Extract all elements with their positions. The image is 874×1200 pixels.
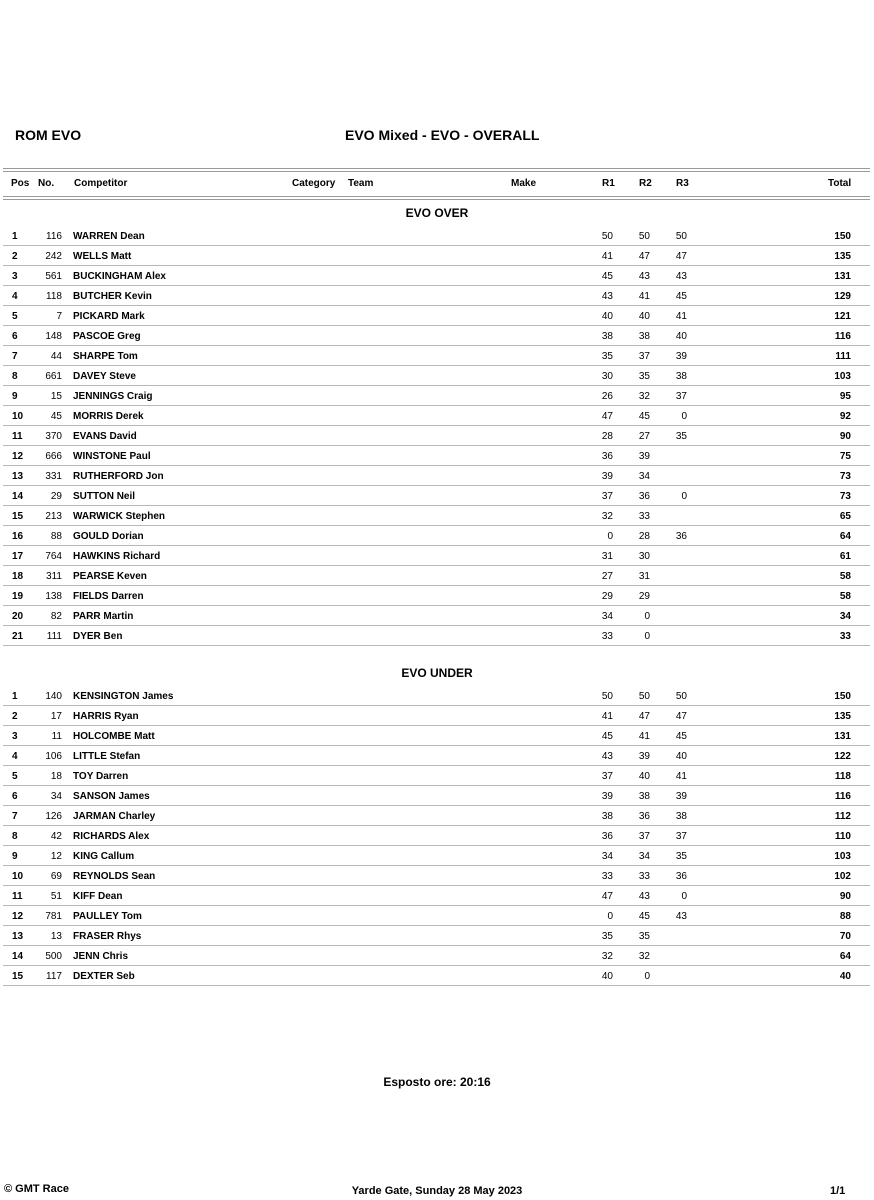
race-2-points: 36 bbox=[638, 811, 650, 822]
competitor-name: RICHARDS Alex bbox=[73, 831, 150, 842]
race-1-points: 47 bbox=[601, 891, 613, 902]
position: 7 bbox=[12, 351, 18, 362]
position: 8 bbox=[12, 371, 18, 382]
race-3-points: 36 bbox=[675, 871, 687, 882]
race-1-points: 35 bbox=[601, 931, 613, 942]
exposed-time: Esposto ore: 20:16 bbox=[383, 1075, 491, 1089]
total-points: 131 bbox=[834, 271, 851, 282]
competitor-name: PEARSE Keven bbox=[73, 571, 147, 582]
car-number: 111 bbox=[46, 631, 62, 642]
position: 2 bbox=[12, 251, 18, 262]
total-points: 73 bbox=[839, 491, 851, 502]
table-row bbox=[3, 425, 870, 446]
race-1-points: 41 bbox=[601, 711, 613, 722]
competitor-name: WARWICK Stephen bbox=[73, 511, 166, 522]
total-points: 90 bbox=[839, 891, 851, 902]
total-points: 40 bbox=[839, 971, 851, 982]
race-3-points: 47 bbox=[675, 711, 687, 722]
competitor-name: PAULLEY Tom bbox=[73, 911, 142, 922]
car-number: 18 bbox=[50, 771, 62, 782]
total-points: 92 bbox=[839, 411, 851, 422]
position: 6 bbox=[12, 331, 18, 342]
position: 13 bbox=[12, 471, 24, 482]
table-row bbox=[3, 245, 870, 266]
race-3-points: 45 bbox=[675, 731, 687, 742]
car-number: 311 bbox=[46, 571, 62, 582]
race-2-points: 33 bbox=[638, 871, 650, 882]
table-row bbox=[3, 925, 870, 946]
race-3-points: 0 bbox=[681, 411, 687, 422]
car-number: 82 bbox=[50, 611, 62, 622]
total-points: 131 bbox=[834, 731, 851, 742]
race-2-points: 36 bbox=[638, 491, 650, 502]
competitor-name: PICKARD Mark bbox=[73, 311, 145, 322]
position: 18 bbox=[12, 571, 24, 582]
race-3-points: 35 bbox=[675, 431, 687, 442]
total-points: 73 bbox=[839, 471, 851, 482]
position: 7 bbox=[12, 811, 18, 822]
table-row bbox=[3, 405, 870, 426]
total-points: 103 bbox=[834, 851, 851, 862]
position: 12 bbox=[12, 451, 24, 462]
race-2-points: 41 bbox=[638, 291, 650, 302]
total-points: 58 bbox=[839, 591, 851, 602]
section-title: EVO OVER bbox=[405, 206, 469, 220]
race-2-points: 37 bbox=[638, 351, 650, 362]
table-row bbox=[3, 945, 870, 966]
car-number: 11 bbox=[51, 731, 62, 742]
position: 8 bbox=[12, 831, 18, 842]
race-2-points: 28 bbox=[638, 531, 650, 542]
car-number: 42 bbox=[50, 831, 62, 842]
table-row bbox=[3, 525, 870, 546]
table-row bbox=[3, 285, 870, 306]
race-3-points: 0 bbox=[681, 491, 687, 502]
competitor-name: FIELDS Darren bbox=[73, 591, 144, 602]
col-pos: Pos bbox=[11, 178, 30, 189]
table-row bbox=[3, 545, 870, 566]
race-1-points: 29 bbox=[601, 591, 613, 602]
total-points: 135 bbox=[834, 251, 851, 262]
col-total: Total bbox=[828, 178, 852, 189]
race-1-points: 47 bbox=[601, 411, 613, 422]
race-2-points: 31 bbox=[638, 571, 650, 582]
car-number: 29 bbox=[50, 491, 62, 502]
race-1-points: 28 bbox=[601, 431, 613, 442]
table-row bbox=[3, 745, 870, 766]
competitor-name: DAVEY Steve bbox=[73, 371, 136, 382]
race-2-points: 50 bbox=[638, 231, 650, 242]
race-2-points: 38 bbox=[638, 331, 650, 342]
total-points: 64 bbox=[839, 531, 851, 542]
col-make: Make bbox=[511, 178, 537, 189]
competitor-name: JARMAN Charley bbox=[73, 811, 156, 822]
total-points: 88 bbox=[839, 911, 851, 922]
race-3-points: 41 bbox=[675, 311, 687, 322]
race-2-points: 45 bbox=[638, 911, 650, 922]
competitor-name: HAWKINS Richard bbox=[73, 551, 161, 562]
race-2-points: 39 bbox=[638, 451, 650, 462]
total-points: 129 bbox=[834, 291, 851, 302]
position: 3 bbox=[12, 731, 18, 742]
car-number: 781 bbox=[45, 911, 62, 922]
race-2-points: 32 bbox=[638, 391, 650, 402]
position: 3 bbox=[12, 271, 18, 282]
divider bbox=[3, 168, 870, 169]
car-number: 88 bbox=[50, 531, 62, 542]
position: 6 bbox=[12, 791, 18, 802]
race-2-points: 47 bbox=[638, 251, 650, 262]
race-2-points: 40 bbox=[638, 311, 650, 322]
car-number: 7 bbox=[56, 311, 62, 322]
race-1-points: 36 bbox=[601, 451, 613, 462]
race-2-points: 43 bbox=[638, 271, 650, 282]
car-number: 148 bbox=[45, 331, 62, 342]
race-3-points: 36 bbox=[675, 531, 687, 542]
race-2-points: 34 bbox=[638, 851, 650, 862]
competitor-name: GOULD Dorian bbox=[73, 531, 144, 542]
table-row bbox=[3, 685, 870, 706]
race-1-points: 39 bbox=[601, 791, 613, 802]
competitor-name: MORRIS Derek bbox=[73, 411, 144, 422]
race-1-points: 0 bbox=[607, 911, 613, 922]
car-number: 666 bbox=[45, 451, 62, 462]
position: 15 bbox=[12, 971, 24, 982]
race-2-points: 37 bbox=[638, 831, 650, 842]
race-3-points: 37 bbox=[675, 831, 687, 842]
total-points: 111 bbox=[835, 351, 851, 362]
race-3-points: 40 bbox=[675, 331, 687, 342]
total-points: 150 bbox=[834, 691, 851, 702]
table-row bbox=[3, 385, 870, 406]
position: 21 bbox=[12, 631, 24, 642]
competitor-name: DEXTER Seb bbox=[73, 971, 135, 982]
race-1-points: 26 bbox=[601, 391, 613, 402]
race-1-points: 32 bbox=[601, 951, 613, 962]
position: 16 bbox=[12, 531, 24, 542]
total-points: 112 bbox=[834, 811, 851, 822]
race-2-points: 30 bbox=[638, 551, 650, 562]
col-r2: R2 bbox=[639, 178, 652, 189]
total-points: 121 bbox=[834, 311, 851, 322]
race-1-points: 33 bbox=[601, 631, 613, 642]
race-1-points: 35 bbox=[601, 351, 613, 362]
race-3-points: 38 bbox=[675, 811, 687, 822]
race-2-points: 35 bbox=[638, 371, 650, 382]
position: 4 bbox=[12, 751, 18, 762]
car-number: 17 bbox=[50, 711, 62, 722]
competitor-name: LITTLE Stefan bbox=[73, 751, 141, 762]
competitor-name: JENNINGS Craig bbox=[73, 391, 153, 402]
race-2-points: 43 bbox=[638, 891, 650, 902]
position: 14 bbox=[12, 951, 24, 962]
race-3-points: 40 bbox=[675, 751, 687, 762]
table-row bbox=[3, 505, 870, 526]
race-1-points: 40 bbox=[601, 311, 613, 322]
divider bbox=[3, 196, 870, 197]
race-1-points: 38 bbox=[601, 331, 613, 342]
car-number: 140 bbox=[45, 691, 62, 702]
table-row bbox=[3, 345, 870, 366]
total-points: 122 bbox=[834, 751, 851, 762]
table-row bbox=[3, 625, 870, 646]
car-number: 69 bbox=[50, 871, 62, 882]
col-r1: R1 bbox=[602, 178, 615, 189]
race-2-points: 34 bbox=[638, 471, 650, 482]
table-row bbox=[3, 965, 870, 986]
car-number: 117 bbox=[46, 971, 62, 982]
race-3-points: 39 bbox=[675, 351, 687, 362]
race-1-points: 43 bbox=[601, 751, 613, 762]
race-3-points: 37 bbox=[675, 391, 687, 402]
position: 17 bbox=[12, 551, 24, 562]
car-number: 51 bbox=[50, 891, 62, 902]
race-1-points: 37 bbox=[601, 771, 613, 782]
total-points: 90 bbox=[839, 431, 851, 442]
race-2-points: 40 bbox=[638, 771, 650, 782]
table-row bbox=[3, 845, 870, 866]
table-row bbox=[3, 725, 870, 746]
race-2-points: 0 bbox=[644, 631, 650, 642]
race-1-points: 38 bbox=[601, 811, 613, 822]
car-number: 331 bbox=[45, 471, 62, 482]
car-number: 106 bbox=[45, 751, 62, 762]
table-row bbox=[3, 785, 870, 806]
race-2-points: 45 bbox=[638, 411, 650, 422]
section-title: EVO UNDER bbox=[401, 666, 473, 680]
race-1-points: 34 bbox=[601, 611, 613, 622]
table-row bbox=[3, 585, 870, 606]
position: 5 bbox=[12, 311, 18, 322]
total-points: 135 bbox=[834, 711, 851, 722]
col-category: Category bbox=[292, 178, 336, 189]
competitor-name: BUCKINGHAM Alex bbox=[73, 271, 166, 282]
table-row bbox=[3, 485, 870, 506]
race-1-points: 37 bbox=[601, 491, 613, 502]
position: 9 bbox=[12, 391, 18, 402]
position: 9 bbox=[12, 851, 18, 862]
race-1-points: 31 bbox=[601, 551, 613, 562]
table-row bbox=[3, 905, 870, 926]
race-3-points: 50 bbox=[675, 231, 687, 242]
total-points: 103 bbox=[834, 371, 851, 382]
total-points: 58 bbox=[839, 571, 851, 582]
race-1-points: 0 bbox=[607, 531, 613, 542]
copyright: © GMT Race bbox=[4, 1183, 69, 1195]
car-number: 116 bbox=[46, 231, 62, 242]
race-2-points: 39 bbox=[638, 751, 650, 762]
race-1-points: 50 bbox=[601, 691, 613, 702]
total-points: 116 bbox=[834, 791, 851, 802]
total-points: 33 bbox=[839, 631, 851, 642]
position: 2 bbox=[12, 711, 18, 722]
race-3-points: 0 bbox=[681, 891, 687, 902]
race-2-points: 27 bbox=[638, 431, 650, 442]
race-1-points: 40 bbox=[601, 971, 613, 982]
competitor-name: DYER Ben bbox=[73, 631, 123, 642]
total-points: 150 bbox=[834, 231, 851, 242]
page-number: 1/1 bbox=[830, 1185, 846, 1197]
table-row bbox=[3, 445, 870, 466]
race-3-points: 43 bbox=[675, 271, 687, 282]
competitor-name: PARR Martin bbox=[73, 611, 134, 622]
total-points: 118 bbox=[834, 771, 851, 782]
col-no: No. bbox=[38, 178, 55, 189]
position: 14 bbox=[12, 491, 24, 502]
competitor-name: HOLCOMBE Matt bbox=[73, 731, 155, 742]
total-points: 75 bbox=[839, 451, 851, 462]
race-2-points: 35 bbox=[638, 931, 650, 942]
race-3-points: 47 bbox=[675, 251, 687, 262]
race-2-points: 47 bbox=[638, 711, 650, 722]
race-1-points: 43 bbox=[601, 291, 613, 302]
report-title: EVO Mixed - EVO - OVERALL bbox=[345, 127, 540, 143]
total-points: 70 bbox=[839, 931, 851, 942]
car-number: 213 bbox=[45, 511, 62, 522]
divider bbox=[3, 171, 870, 172]
race-1-points: 34 bbox=[601, 851, 613, 862]
col-team: Team bbox=[348, 178, 374, 189]
race-2-points: 33 bbox=[638, 511, 650, 522]
race-1-points: 33 bbox=[601, 871, 613, 882]
competitor-name: EVANS David bbox=[73, 431, 137, 442]
competitor-name: KIFF Dean bbox=[73, 891, 123, 902]
table-row bbox=[3, 305, 870, 326]
competitor-name: REYNOLDS Sean bbox=[73, 871, 156, 882]
competitor-name: SHARPE Tom bbox=[73, 351, 138, 362]
car-number: 500 bbox=[45, 951, 62, 962]
race-3-points: 45 bbox=[675, 291, 687, 302]
race-2-points: 29 bbox=[638, 591, 650, 602]
table-row bbox=[3, 885, 870, 906]
position: 15 bbox=[12, 511, 24, 522]
total-points: 102 bbox=[834, 871, 851, 882]
competitor-name: PASCOE Greg bbox=[73, 331, 141, 342]
table-row bbox=[3, 605, 870, 626]
race-1-points: 45 bbox=[601, 271, 613, 282]
race-2-points: 38 bbox=[638, 791, 650, 802]
car-number: 45 bbox=[50, 411, 62, 422]
car-number: 242 bbox=[45, 251, 62, 262]
race-3-points: 50 bbox=[675, 691, 687, 702]
race-1-points: 50 bbox=[601, 231, 613, 242]
table-row bbox=[3, 865, 870, 886]
race-1-points: 39 bbox=[601, 471, 613, 482]
position: 1 bbox=[12, 231, 18, 242]
race-3-points: 43 bbox=[675, 911, 687, 922]
race-1-points: 45 bbox=[601, 731, 613, 742]
table-row bbox=[3, 225, 870, 246]
race-2-points: 0 bbox=[644, 971, 650, 982]
car-number: 126 bbox=[45, 811, 62, 822]
competitor-name: SUTTON Neil bbox=[73, 491, 136, 502]
position: 13 bbox=[12, 931, 24, 942]
competitor-name: JENN Chris bbox=[73, 951, 129, 962]
competitor-name: WINSTONE Paul bbox=[73, 451, 151, 462]
col-r3: R3 bbox=[676, 178, 689, 189]
table-row bbox=[3, 465, 870, 486]
car-number: 12 bbox=[50, 851, 62, 862]
competitor-name: WELLS Matt bbox=[73, 251, 132, 262]
car-number: 661 bbox=[45, 371, 62, 382]
total-points: 61 bbox=[839, 551, 851, 562]
car-number: 118 bbox=[46, 291, 62, 302]
race-1-points: 41 bbox=[601, 251, 613, 262]
competitor-name: WARREN Dean bbox=[73, 231, 145, 242]
divider bbox=[3, 199, 870, 200]
car-number: 13 bbox=[50, 931, 62, 942]
total-points: 34 bbox=[839, 611, 851, 622]
competitor-name: SANSON James bbox=[73, 791, 150, 802]
competitor-name: KING Callum bbox=[73, 851, 135, 862]
car-number: 15 bbox=[50, 391, 62, 402]
race-3-points: 35 bbox=[675, 851, 687, 862]
race-3-points: 41 bbox=[675, 771, 687, 782]
race-1-points: 30 bbox=[601, 371, 613, 382]
car-number: 138 bbox=[45, 591, 62, 602]
competitor-name: RUTHERFORD Jon bbox=[73, 471, 164, 482]
venue-date: Yarde Gate, Sunday 28 May 2023 bbox=[351, 1185, 523, 1197]
competitor-name: BUTCHER Kevin bbox=[73, 291, 152, 302]
total-points: 116 bbox=[834, 331, 851, 342]
position: 5 bbox=[12, 771, 18, 782]
position: 11 bbox=[12, 431, 23, 442]
car-number: 561 bbox=[45, 271, 62, 282]
table-row bbox=[3, 325, 870, 346]
competitor-name: FRASER Rhys bbox=[73, 931, 142, 942]
car-number: 370 bbox=[45, 431, 62, 442]
position: 4 bbox=[12, 291, 18, 302]
total-points: 95 bbox=[839, 391, 851, 402]
race-2-points: 0 bbox=[644, 611, 650, 622]
table-row bbox=[3, 365, 870, 386]
race-1-points: 36 bbox=[601, 831, 613, 842]
position: 12 bbox=[12, 911, 24, 922]
race-3-points: 38 bbox=[675, 371, 687, 382]
car-number: 44 bbox=[50, 351, 62, 362]
table-row bbox=[3, 265, 870, 286]
car-number: 34 bbox=[50, 791, 62, 802]
total-points: 65 bbox=[839, 511, 851, 522]
table-row bbox=[3, 765, 870, 786]
competitor-name: KENSINGTON James bbox=[73, 691, 174, 702]
race-3-points: 39 bbox=[675, 791, 687, 802]
race-2-points: 41 bbox=[638, 731, 650, 742]
position: 10 bbox=[12, 411, 24, 422]
position: 11 bbox=[12, 891, 23, 902]
table-row bbox=[3, 825, 870, 846]
col-competitor: Competitor bbox=[74, 178, 128, 189]
total-points: 64 bbox=[839, 951, 851, 962]
event-name: ROM EVO bbox=[15, 127, 82, 143]
race-2-points: 32 bbox=[638, 951, 650, 962]
table-row bbox=[3, 565, 870, 586]
race-1-points: 27 bbox=[601, 571, 613, 582]
total-points: 110 bbox=[834, 831, 851, 842]
race-2-points: 50 bbox=[638, 691, 650, 702]
position: 19 bbox=[12, 591, 24, 602]
competitor-name: HARRIS Ryan bbox=[73, 711, 139, 722]
position: 10 bbox=[12, 871, 24, 882]
table-row bbox=[3, 805, 870, 826]
position: 20 bbox=[12, 611, 24, 622]
table-row bbox=[3, 705, 870, 726]
position: 1 bbox=[12, 691, 18, 702]
competitor-name: TOY Darren bbox=[73, 771, 129, 782]
race-1-points: 32 bbox=[601, 511, 613, 522]
car-number: 764 bbox=[45, 551, 62, 562]
